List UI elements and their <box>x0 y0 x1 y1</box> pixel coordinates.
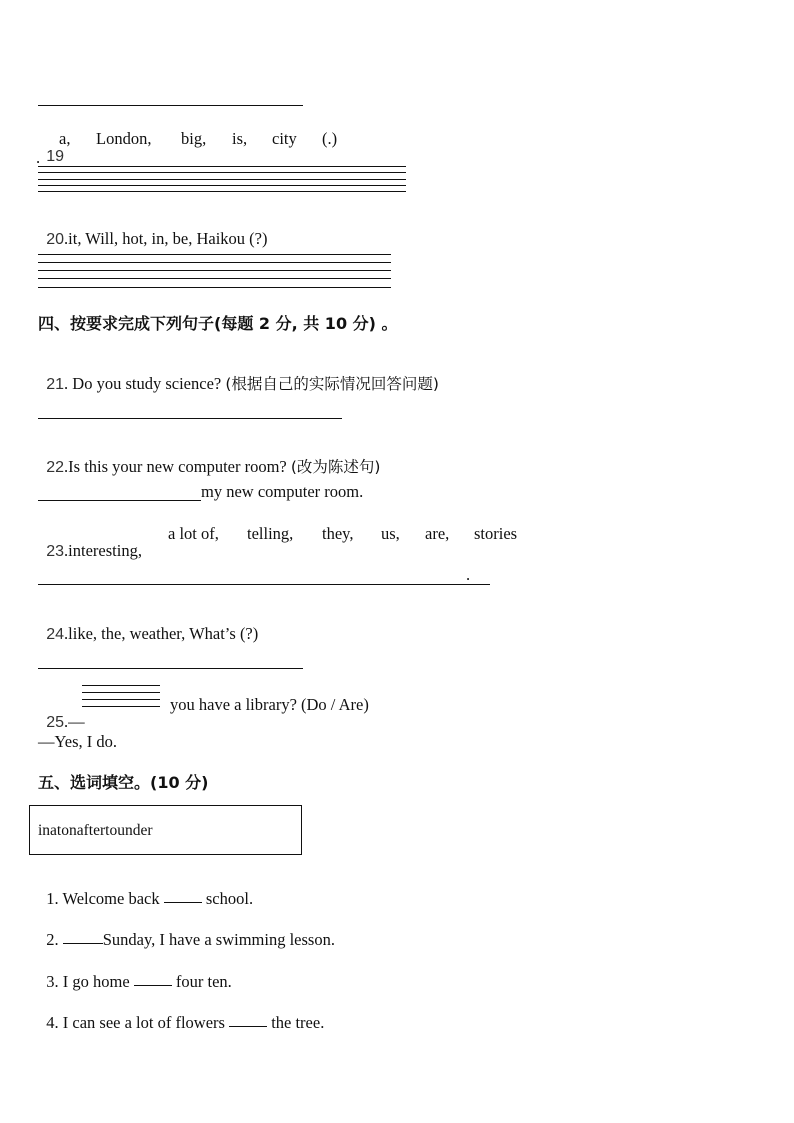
blank-line <box>82 692 160 693</box>
word: a lot of, <box>168 524 219 543</box>
sentence-start: 3. I go home <box>46 971 134 991</box>
word: telling, <box>247 524 294 543</box>
sentence-end: Sunday, I have a swimming lesson. <box>102 929 335 949</box>
word: they, <box>322 524 354 543</box>
word: stories <box>474 524 518 543</box>
writing-line <box>38 179 406 180</box>
sentence-start: 4. I can see a lot of flowers <box>46 1012 230 1032</box>
section-4-title: 四、按要求完成下列句子(每题 2 分, 共 10 分) 。 <box>38 314 398 333</box>
answer-blank <box>38 500 201 501</box>
writing-line <box>38 166 406 167</box>
blank-line <box>82 706 160 707</box>
writing-line <box>38 191 406 192</box>
blank-line <box>82 685 160 686</box>
word: is, <box>232 129 248 148</box>
sentence-start: 2. <box>46 929 63 949</box>
question-25 <box>38 697 85 731</box>
writing-line <box>38 278 391 279</box>
writing-line <box>38 172 406 173</box>
question-note: (根据自己的实际情况回答问题) <box>225 374 439 393</box>
word: .interesting, <box>64 540 142 560</box>
answer-blank <box>134 971 172 987</box>
writing-line <box>38 287 391 288</box>
question-22 <box>38 442 380 476</box>
sentence-end: school. <box>201 888 254 908</box>
sentence-end: four ten. <box>171 971 232 991</box>
answer-blank <box>164 888 202 904</box>
fill-item-1 <box>38 871 253 907</box>
word: (.) <box>322 129 338 148</box>
question-text: .it, Will, hot, in, be, Haikou (?) <box>64 228 268 248</box>
sentence-start: 1. Welcome back <box>46 888 164 908</box>
question-number: 19 <box>46 147 65 165</box>
question-text: .Is this your new computer room? <box>64 456 291 476</box>
question-prefix: .— <box>64 711 85 731</box>
question-number: 23 <box>46 542 65 560</box>
question-20 <box>38 214 267 248</box>
question-number: 21 <box>46 375 65 393</box>
reply-text: —Yes, I do. <box>38 732 118 751</box>
word-bank: inatonaftertounder <box>38 822 153 839</box>
answer-line <box>38 105 303 106</box>
question-number: 22 <box>46 458 65 476</box>
answer-blank <box>63 929 103 945</box>
question-number: 24 <box>46 625 65 643</box>
fill-item-4 <box>38 995 324 1031</box>
word: big, <box>181 129 207 148</box>
question-24 <box>38 609 258 643</box>
word: us, <box>381 524 400 543</box>
fill-item-2 <box>38 912 335 948</box>
word: London, <box>96 129 152 148</box>
question-number: 20 <box>46 230 65 248</box>
question-text: you have a library? (Do / Are) <box>170 695 369 714</box>
question-21 <box>38 359 439 393</box>
question-note: (改为陈述句) <box>290 457 381 476</box>
sentence-end: the tree. <box>267 1012 325 1032</box>
answer-suffix: my new computer room. <box>201 482 364 501</box>
writing-line <box>38 254 391 255</box>
answer-line <box>38 418 342 419</box>
question-23 <box>38 526 142 560</box>
writing-line <box>38 262 391 263</box>
fill-item-3 <box>38 954 232 990</box>
blank-line <box>82 699 160 700</box>
writing-line <box>38 185 406 186</box>
word: are, <box>425 524 450 543</box>
answer-line <box>38 584 490 585</box>
question-text: . Do you study science? <box>64 373 226 393</box>
section-5-title: 五、选词填空。(10 分) <box>38 773 209 792</box>
question-number: 25 <box>46 713 65 731</box>
writing-line <box>38 270 391 271</box>
word: city <box>272 129 297 148</box>
question-text: .like, the, weather, What’s (?) <box>64 623 259 643</box>
answer-line <box>38 668 303 669</box>
end-mark: . <box>466 565 471 584</box>
answer-blank <box>229 1012 267 1028</box>
word: a, <box>59 129 71 148</box>
